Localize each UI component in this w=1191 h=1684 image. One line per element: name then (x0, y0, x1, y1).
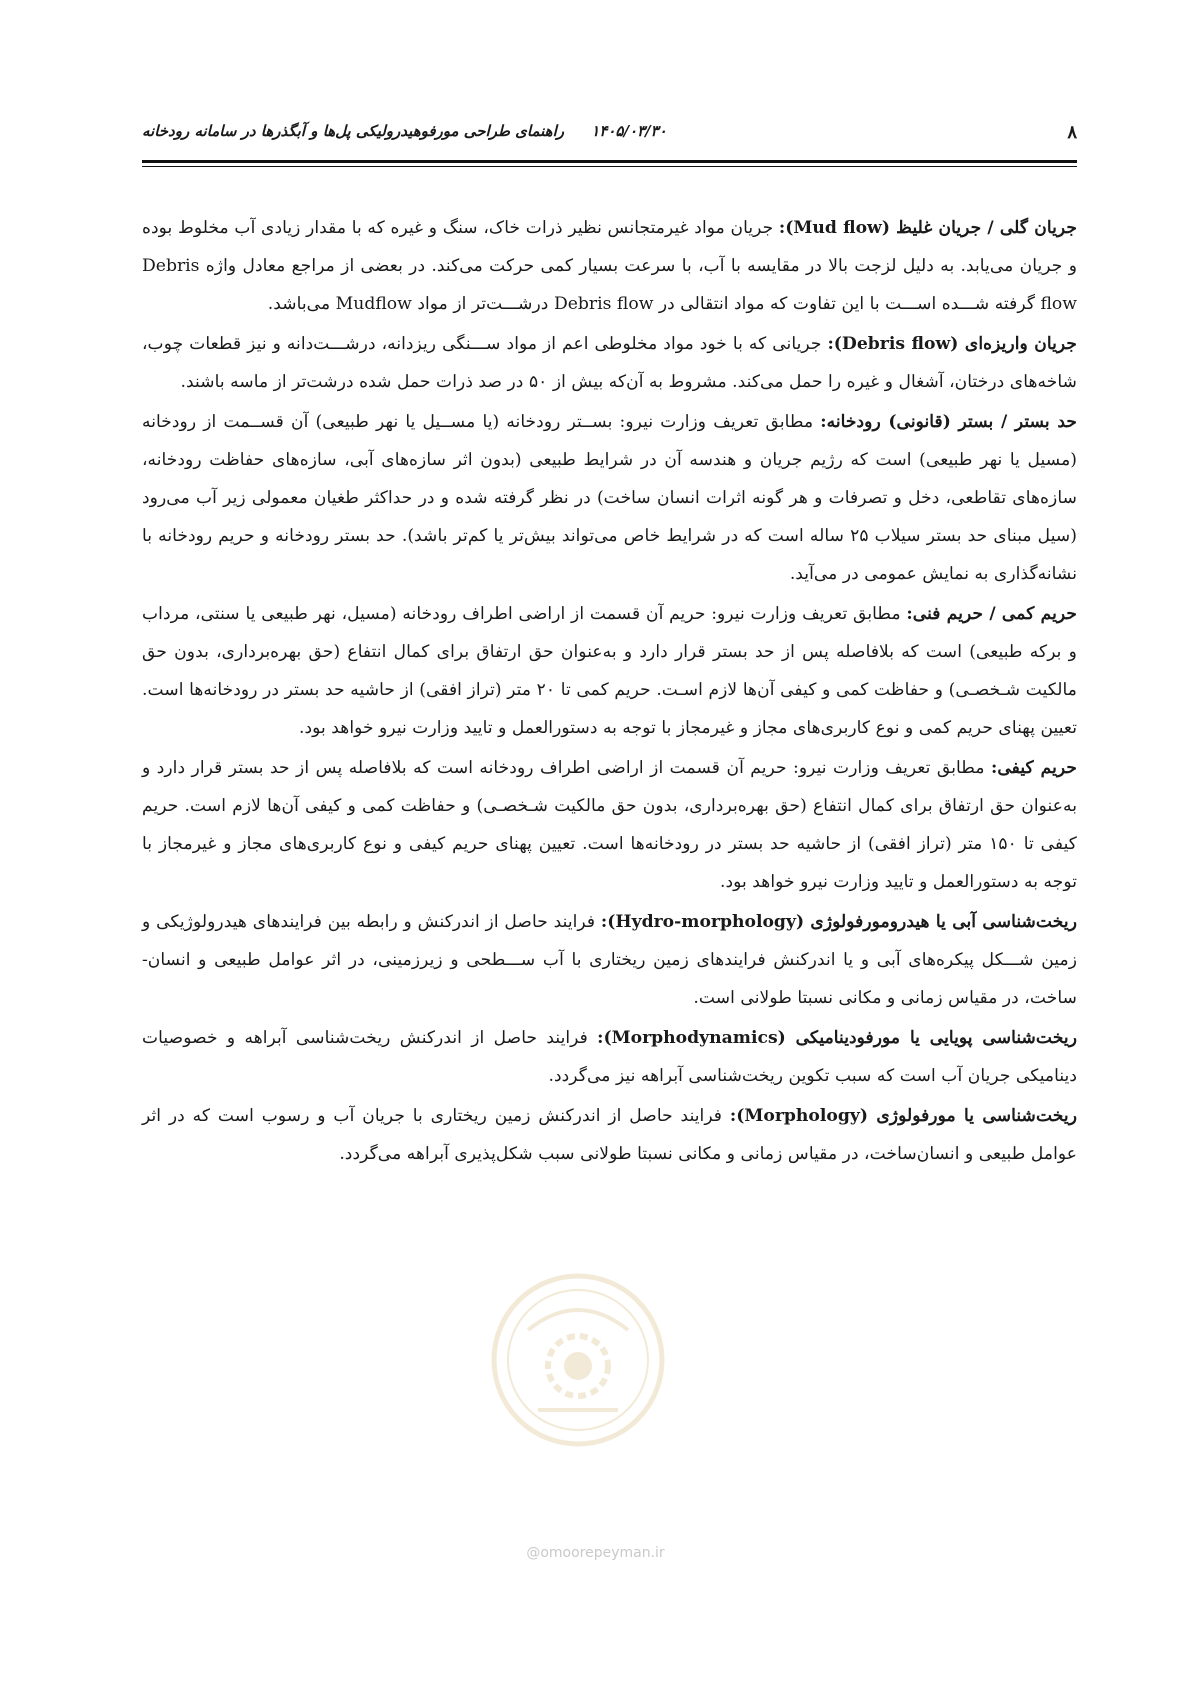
term-morphology: ریخت‌شناسی یا مورفولوژی (Morphology): (729, 1106, 1078, 1126)
paragraph-mud-flow (142, 209, 1077, 323)
paragraph-morphodynamics (142, 1019, 1077, 1095)
header-rule (142, 160, 1077, 163)
definition-debris-flow: جریانی که با خود مواد مخلوطی اعم از مواد ســـنگی ریزدانه، درشـــت‌دانه و نیز قطعات چوب، شاخه‌های درختان، آشغال و غیره را حمل می‌کند. مشروط به آن‌که بیش از ۵۰ در صد ذرات حمل شده درشت‌تر از ماسه باشند. (142, 334, 1077, 392)
paragraph-morphology (142, 1097, 1077, 1173)
paragraph-quantitative-buffer (142, 595, 1077, 747)
page-header (142, 122, 1077, 152)
paragraph-hydro-morphology (142, 903, 1077, 1017)
running-title (142, 122, 667, 140)
definition-mud-flow: جریان مواد غیرمتجانس نظیر ذرات خاک، سنگ و غیره که با مقدار زیادی آب مخلوط بوده و جریان می‌یابد. به دلیل لزجت بالا در مقایسه با آب، با سرعت بسیار کمی حرکت می‌کند. در بعضی از مراجع معادل واژه Debris flow گرفته شـــده اســـت با این تفاوت که مواد انتقالی در Debris flow درشـــت‌تر از مواد Mudflow می‌باشد. (142, 218, 1077, 314)
header-date: ۱۴۰۵/۰۳/۳۰ (591, 122, 667, 140)
term-qualitative-buffer: حریم کیفی: (990, 758, 1077, 778)
page-number: ۸ (1067, 122, 1077, 143)
paragraph-debris-flow (142, 325, 1077, 401)
paragraph-qualitative-buffer (142, 749, 1077, 901)
term-mud-flow: جریان گلی / جریان غلیظ (Mud flow): (778, 218, 1077, 238)
term-morphodynamics: ریخت‌شناسی پویایی یا مورفودینامیکی (Morphodynamics): (597, 1028, 1077, 1048)
watermark-seal-icon (488, 1270, 668, 1450)
definition-hydro-morphology: فرایند حاصل از اندرکنش و رابطه بین فرایندهای هیدرولوژیکی و زمین شـــکل پیکره‌های آبی و یا اندرکنش فرایندهای زمین ریختاری با آب ســـطحی و زیرزمینی، در اثر عوامل طبیعی و انسان- ساخت، در مقیاس زمانی و مکانی نسبتا طولانی است. (142, 912, 1077, 1008)
term-hydro-morphology: ریخت‌شناسی آبی یا هیدرومورفولوژی (Hydro-morphology): (600, 912, 1077, 932)
definition-morphodynamics: فرایند حاصل از اندرکنش ریخت‌شناسی آبراهه و خصوصیات دینامیکی جریان آب است که سبب تکوین ریخت‌شناسی آبراهه نیز می‌گردد. (142, 1028, 1077, 1086)
definition-qualitative-buffer: مطابق تعریف وزارت نیرو: حریم آن قسمت از اراضی اطراف رودخانه است که بلافاصله پس از حد بستر قرار دارد و به‌عنوان حق ارتفاق برای کمال انتفاع (حق بهره‌برداری، بدون حق مالکیت شـخصـی) و حفاظت کمی و کیفی آن‌ها لازم است. حریم کیفی تا ۱۵۰ متر (تراز افقی) از حاشیه حد بستر در رودخانه‌ها است. تعیین پهنای حریم کیفی و نوع کاربری‌های مجاز و غیرمجاز با توجه به دستورالعمل و تایید وزارت نیرو خواهد بود. (142, 758, 1077, 892)
body-text (142, 209, 1077, 1175)
header-title: راهنمای طراحی مورفوهیدرولیکی پل‌ها و آبگذرها در سامانه رودخانه (142, 122, 564, 140)
definition-morphology: فرایند حاصل از اندرکنش زمین ریختاری با جریان آب و رسوب است که در اثر عوامل طبیعی و انسان‌ساخت، در مقیاس زمانی و مکانی نسبتا طولانی سبب شکل‌پذیری آبراهه می‌گردد. (142, 1106, 1077, 1164)
definition-quantitative-buffer: مطابق تعریف وزارت نیرو: حریم آن قسمت از اراضی اطراف رودخانه (مسیل، نهر طبیعی یا سنتی، مرداب و برکه طبیعی) است که بلافاصله پس از حد بستر قرار دارد و به‌عنوان حق ارتفاق برای کمال انتفاع (حق بهره‌برداری، بدون حق مالکیت شـخصـی) و حفاظت کمی و کیفی آن‌ها لازم اسـت. حریم کمی تا ۲۰ متر (تراز افقی) از حاشیه حد بستر در رودخانه‌ها است. تعیین پهنای حریم کمی و نوع کاربری‌های مجاز و غیرمجاز با توجه به دستورالعمل و تایید وزارت نیرو خواهد بود. (142, 604, 1077, 738)
term-quantitative-buffer: حریم کمی / حریم فنی: (906, 604, 1077, 624)
term-river-bed-limit: حد بستر / بستر (قانونی) رودخانه: (820, 412, 1077, 432)
term-debris-flow: جریان واریزه‌ای (Debris flow): (827, 334, 1077, 354)
paragraph-river-bed-limit (142, 403, 1077, 593)
watermark-url: @omoorepeyman.ir (526, 1545, 665, 1561)
definition-river-bed-limit: مطابق تعریف وزارت نیرو: بســتر رودخانه (یا مســیل یا نهر طبیعی) آن قســمت از رودخانه (مسیل یا نهر طبیعی) است که رژیم جریان و هندسه آن در شرایط طبیعی (بدون اثر سازه‌های آبی، سازه‌های حفاظت رودخانه، سازه‌های تقاطعی، دخل و تصرفات و هر گونه اثرات انسان ساخت) در نظر گرفته شده و در حداکثر طغیان معمولی زیر آب می‌رود (سیل مبنای حد بستر سیلاب ۲۵ ساله است که در شرایط خاص می‌تواند بیش‌تر یا کم‌تر باشد). حد بستر رودخانه و حریم رودخانه با نشانه‌گذاری به نمایش عمومی در می‌آید. (142, 412, 1077, 584)
